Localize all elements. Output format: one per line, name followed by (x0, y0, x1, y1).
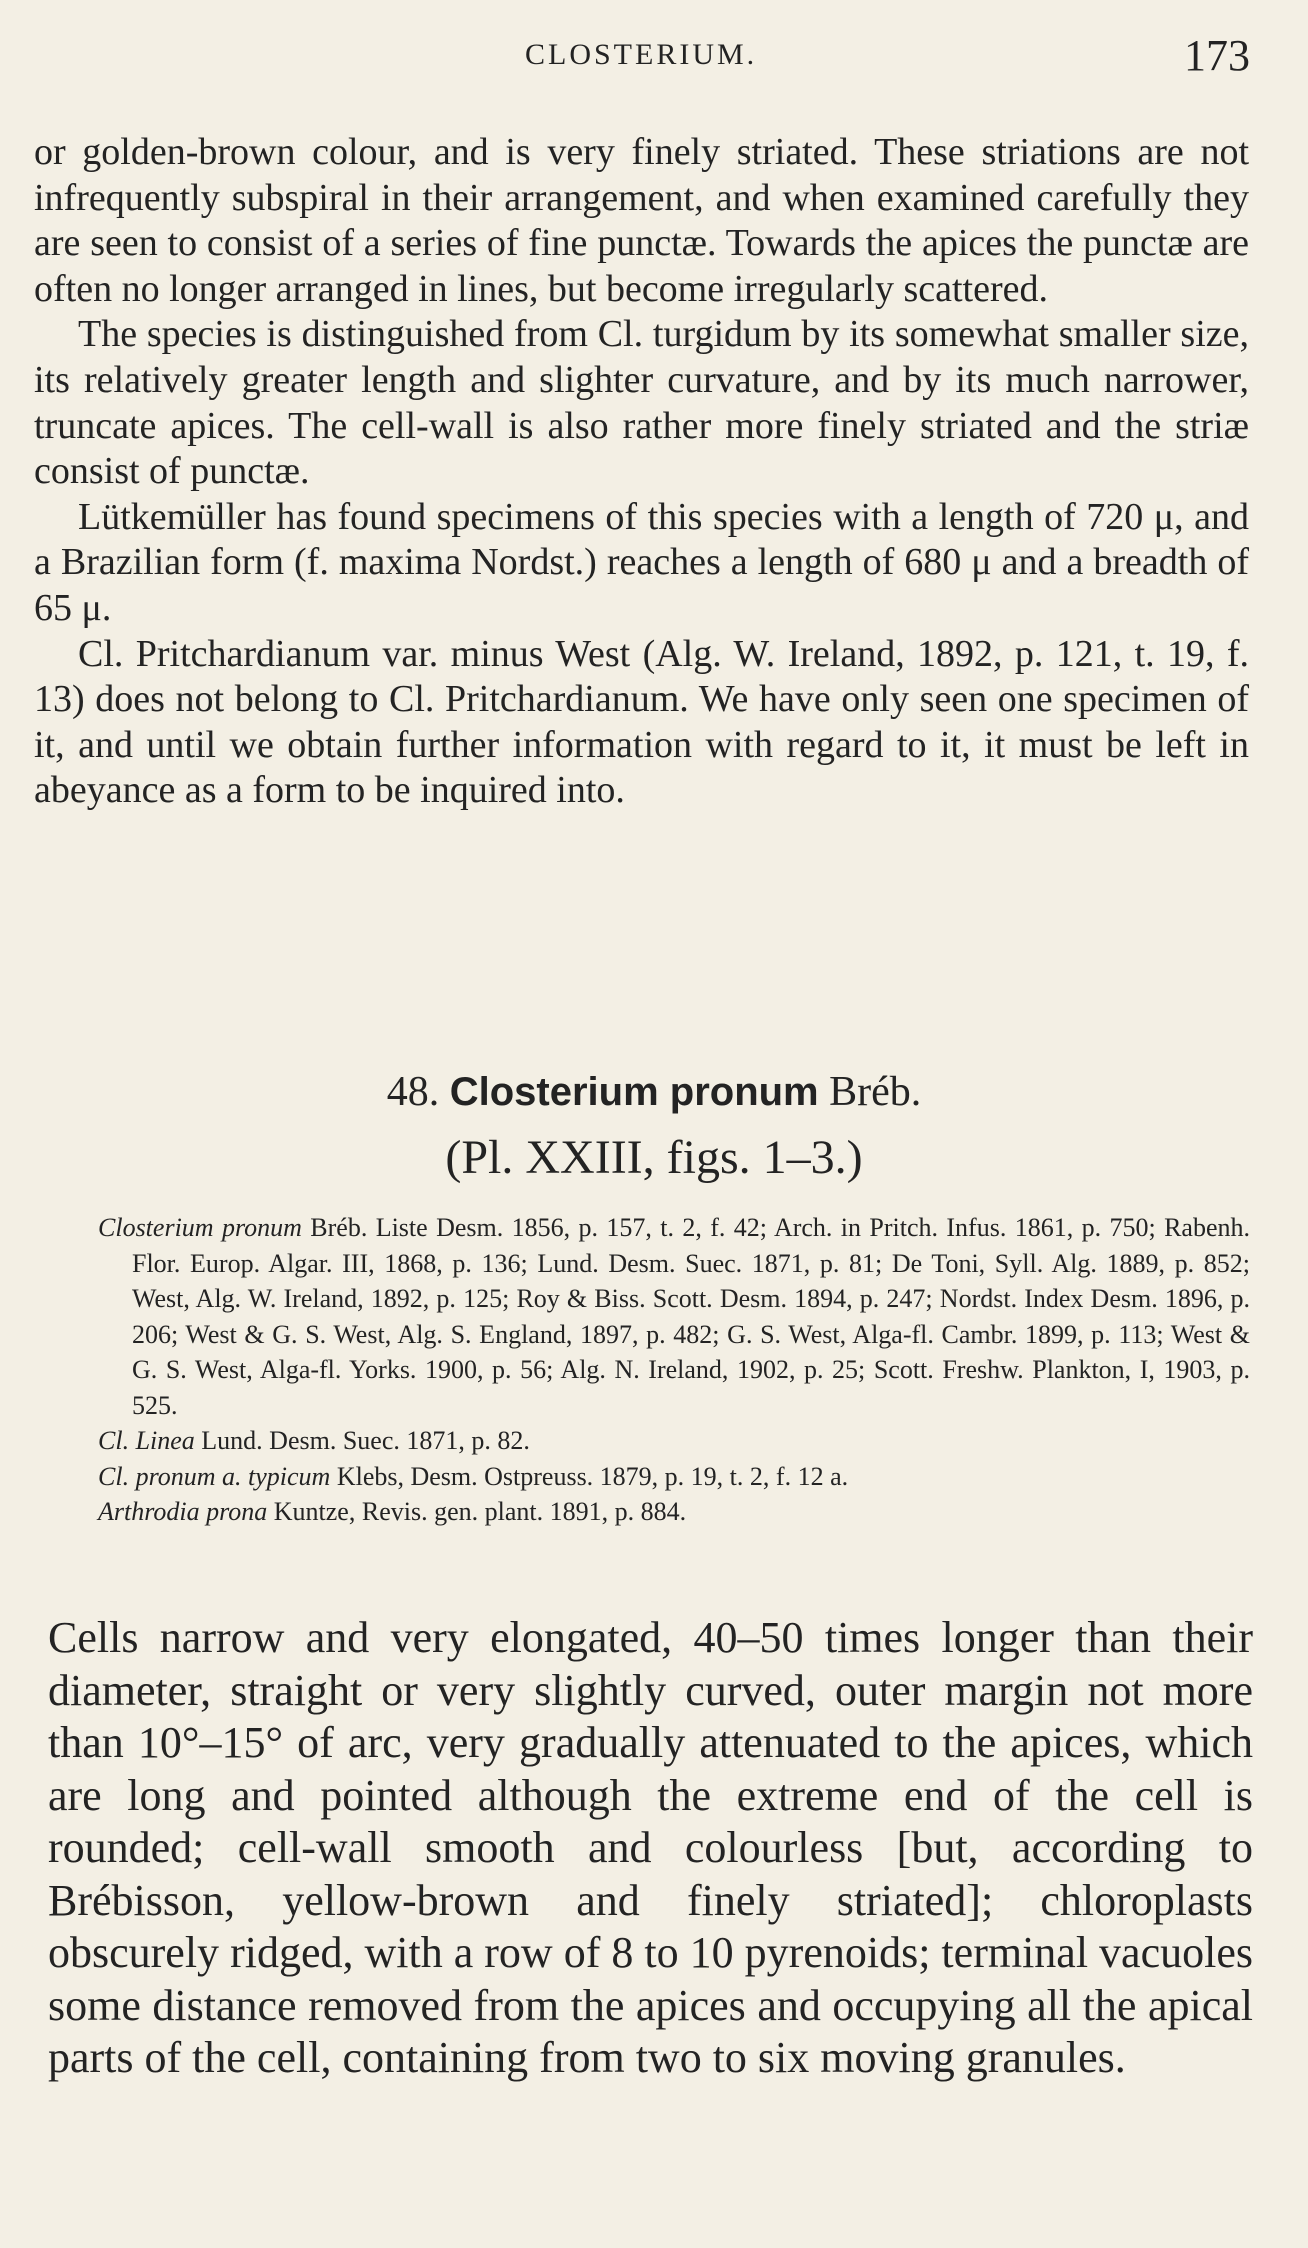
synonym-taxon: Cl. pronum a. typicum (98, 1461, 331, 1491)
species-author: Bréb. (829, 1069, 922, 1115)
synonym-citation: Lund. Desm. Suec. 1871, p. 82. (201, 1426, 530, 1455)
page-number: 173 (1184, 31, 1250, 80)
running-head-title: CLOSTERIUM. (525, 38, 758, 71)
species-number: 48. (386, 1069, 440, 1115)
synonymy-list (98, 1210, 1250, 1530)
synonym-citation: Bréb. Liste Desm. 1856, p. 157, t. 2, f. 42; Arch. in Pritch. Infus. 1861, p. 750; Rabenh. Flor. Europ. Algar. III, 1868, p. 136; Lund. Desm. Suec. 1871, p. 81; De Toni, Syll. Alg. 1889, p. 852; West, Alg. W. Ireland, 1892, p. 125; Roy & Biss. Scott. Desm. 1894, p. 247; Nordst. Index Desm. 1896, p. 206; West & G. S. West, Alg. S. England, 1897, p. 482; G. S. West, Alga-fl. Cambr. 1899, p. 113; West & G. S. West, Alga-fl. Yorks. 1900, p. 56; Alg. N. Ireland, 1902, p. 25; Scott. Freshw. Plankton, I, 1903, p. 525. (132, 1213, 1251, 1420)
running-head (0, 30, 1308, 80)
species-name: Closterium pronum (449, 1070, 819, 1114)
synonym-taxon: Closterium pronum (98, 1213, 302, 1242)
synonym-entry (98, 1210, 1250, 1423)
synonym-entry (98, 1459, 1250, 1495)
species-description (48, 1612, 1253, 2085)
species-heading (0, 1064, 1308, 1120)
continued-text (34, 130, 1249, 814)
synonym-citation: Klebs, Desm. Ostpreuss. 1879, p. 19, t. 2, f. 12 a. (336, 1461, 849, 1491)
synonym-entry (98, 1423, 1250, 1459)
synonym-citation: Kuntze, Revis. gen. plant. 1891, p. 884. (273, 1497, 687, 1526)
synonym-taxon: Cl. Linea (98, 1426, 195, 1455)
paragraph-pritchardianum: Cl. Pritchardianum var. minus West (Alg. W. Ireland, 1892, p. 121, t. 19, f. 13) does not belong to Cl. Pritchardianum. We have only seen one specimen of it, and until we obtain further information with regard to it, it must be left in abeyance as a form to be inquired into. (34, 632, 1249, 812)
description-text: Cells narrow and very elongated, 40–50 times longer than their diameter, straight or very slightly curved, outer margin not more than 10°–15° of arc, very gradually attenuated to the apices, which are long and pointed although the extreme end of the cell is rounded; cell-wall smooth and colourless [but, according to Brébisson, yellow-brown and finely striated]; chloroplasts obscurely ridged, with a row of 8 to 10 pyrenoids; terminal vacuoles some distance removed from the apices and occupying all the apical parts of the cell, containing from two to six moving granules. (48, 1613, 1253, 2082)
plate-reference: (Pl. XXIII, figs. 1–3.) (445, 1131, 863, 1184)
synonym-taxon: Arthrodia prona (98, 1497, 268, 1526)
paragraph-distinction: The species is distinguished from Cl. turgidum by its somewhat smaller size, its relatively greater length and slighter curvature, and by its much narrower, truncate apices. The cell-wall is also rather more finely striated and the striæ consist of punctæ. (34, 313, 1249, 493)
paragraph-striation: or golden-brown colour, and is very finely striated. These striations are not infrequently subspiral in their arrangement, and when examined carefully they are seen to consist of a series of fine punctæ. Towards the apices the punctæ are often no longer arranged in lines, but become irregularly scattered. (34, 131, 1249, 310)
paragraph-lutkemuller: Lütkemüller has found specimens of this species with a length of 720 μ, and a Brazilian form (f. maxima Nordst.) reaches a length of 680 μ and a breadth of 65 μ. (34, 495, 1249, 629)
synonym-entry (98, 1494, 1250, 1530)
